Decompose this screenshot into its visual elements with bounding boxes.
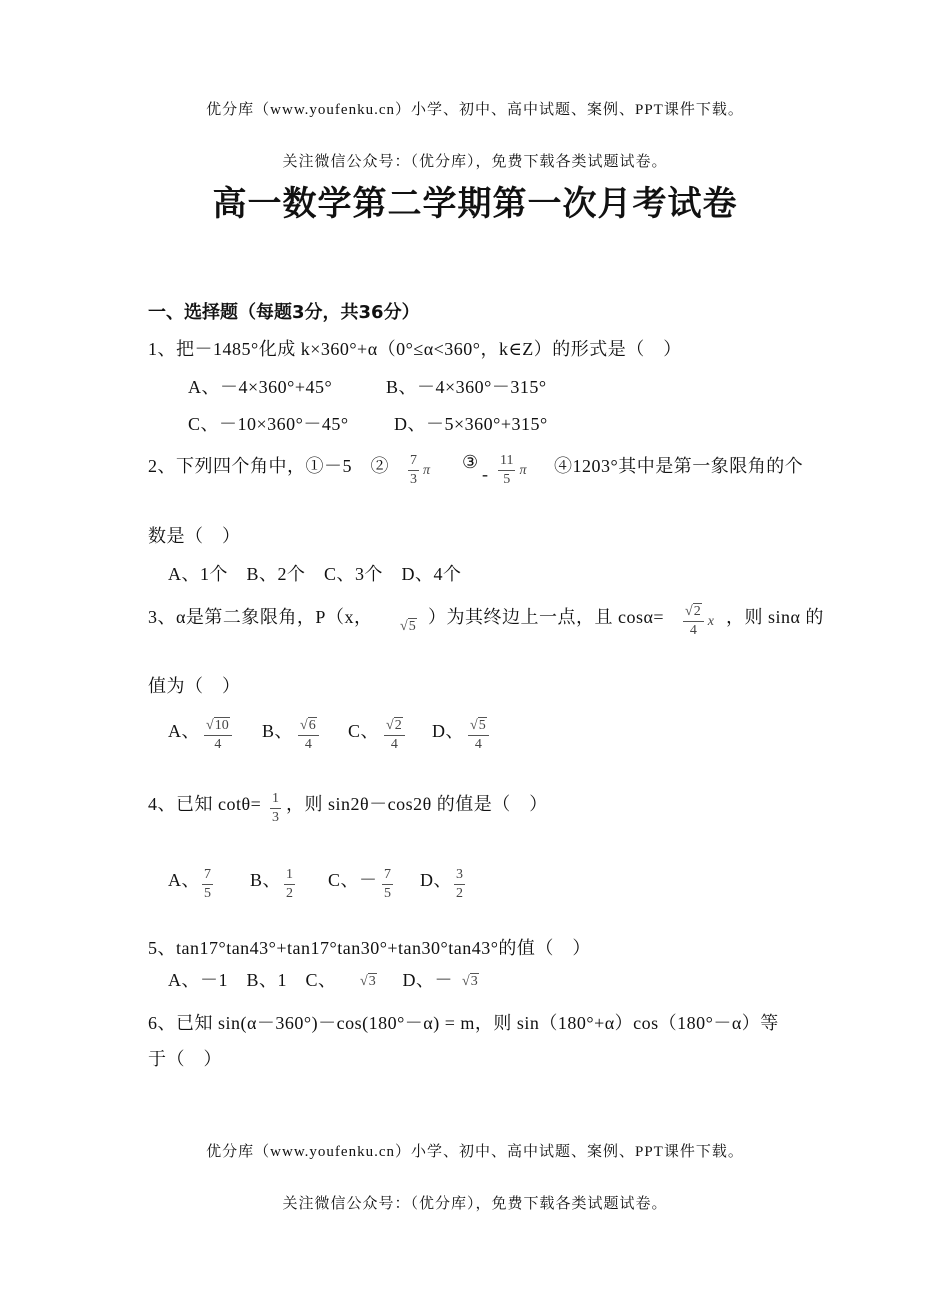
question-1-stem: 1、把－1485°化成 k×360°+α（0°≤α<360°，k∈Z）的形式是（ ） [148,339,682,359]
radicand: 3 [368,974,376,989]
fraction-denominator: 4 [474,737,482,752]
question-5-options: A、－1 B、1 C、 [168,970,337,990]
question-3-part-2: ）为其终边上一点，且 cosα= [428,607,665,627]
question-5-option-d-root: √3 [462,974,478,989]
question-1-option-a: A、－4×360°+45° [188,377,333,397]
question-4-option-c-value [382,866,393,903]
radicand: 10 [214,718,229,733]
fraction-numerator: 7 [382,866,393,885]
question-4-option-c-label: C、－ [328,870,378,890]
question-3-continuation: 值为（ ） [148,676,241,696]
question-6-line-1: 6、已知 sin(α－360°)－cos(180°－α) = m，则 sin（180°+α）cos（180°－α）等 [148,1013,779,1033]
radicand: 3 [470,974,478,989]
question-1-option-b: B、－4×360°－315° [386,377,547,397]
fraction-numerator: 1 [284,866,295,885]
variable-x: x [707,614,714,630]
question-4-fraction [270,790,281,827]
fraction-denominator: 5 [204,886,211,901]
fraction-denominator: 2 [456,886,463,901]
question-3-option-a-label: A、 [168,721,200,741]
question-2-minus: - [482,464,489,484]
question-4-option-a-value [202,866,213,903]
question-3-cos-fraction: $\frac{√2}{4}$ x [685,604,714,638]
question-2-fraction-1 [408,452,430,489]
question-3-option-c-value: $\frac{√2}{4}$ [384,717,405,754]
section-heading: 一、选择题（每题3分，共36分） [148,302,420,323]
fraction-denominator: 4 [214,737,222,752]
footer-line-1: 优分库（www.youfenku.cn）小学、初中、高中试题、案例、PPT课件下载。 [206,1144,744,1160]
fraction-denominator: 3 [272,810,279,825]
question-3-root: √5 [400,619,416,634]
question-2-part-3: ④1203°其中是第一象限角的个 [554,456,804,476]
pi-symbol: π [423,463,431,479]
fraction-numerator: 7 [202,866,213,885]
fraction-numerator: 1 [270,790,281,809]
question-4-option-b-label: B、 [250,870,282,890]
question-3-option-a-value: $\frac{√10}{4}$ [204,717,232,754]
question-2-fraction-2 [498,452,527,489]
footer-line-2: 关注微信公众号：（优分库），免费下载各类试题试卷。 [282,1196,668,1212]
question-5-stem: 5、tan17°tan43°+tan17°tan30°+tan30°tan43°的值（ ） [148,938,591,958]
question-3-option-c-label: C、 [348,721,380,741]
fraction-denominator: 5 [503,472,511,487]
fraction-denominator: 4 [304,737,312,752]
fraction-denominator: 2 [286,886,293,901]
question-1-option-d: D、－5×360°+315° [394,414,548,434]
question-3-option-b-value: $\frac{√6}{4}$ [298,717,319,754]
radicand: 5 [408,619,416,634]
question-5-option-d: D、－ [384,970,453,990]
fraction-denominator: 3 [410,472,417,487]
question-4-option-b-value [284,866,295,903]
fraction-denominator: 4 [689,623,697,638]
question-3-part-3: ，则 sinα 的 [726,607,824,627]
question-2-continuation: 数是（ ） [148,526,241,546]
fraction-numerator: 11 [498,452,515,471]
fraction-denominator: 5 [384,886,391,901]
question-4-part-1: 4、已知 cotθ= [148,794,262,814]
fraction-denominator: 4 [390,737,398,752]
question-3-option-d-value: $\frac{√5}{4}$ [468,717,489,754]
fraction-numerator: 7 [408,452,419,471]
question-3-option-b-label: B、 [262,721,294,741]
question-4-option-a-label: A、 [168,870,200,890]
page-title: 高一数学第二学期第一次月考试卷 [212,184,738,224]
question-6-line-2: 于（ ） [148,1049,222,1069]
question-4-option-d-label: D、 [420,870,452,890]
radicand: 5 [478,718,486,733]
question-5-option-c-root: √3 [360,974,376,989]
question-4-part-2: ，则 sin2θ－cos2θ 的值是（ ） [286,794,548,814]
question-2-part-1: 2、下列四个角中，①－5 ② [148,456,389,476]
question-4-option-d-value [454,866,465,903]
question-3-part-1: 3、α是第二象限角，P（x， [148,607,373,627]
radicand: 6 [308,718,316,733]
radicand: 2 [693,604,701,619]
question-2-options: A、1个 B、2个 C、3个 D、4个 [168,564,462,584]
question-2-part-2: ③ [462,452,479,472]
question-3-option-d-label: D、 [432,721,464,741]
question-1-option-c: C、－10×360°－45° [188,414,349,434]
header-line-1: 优分库（www.youfenku.cn）小学、初中、高中试题、案例、PPT课件下载。 [206,102,744,118]
header-line-2: 关注微信公众号：（优分库），免费下载各类试题试卷。 [282,154,668,170]
pi-symbol: π [519,463,527,479]
fraction-numerator: 3 [454,866,465,885]
radicand: 2 [394,718,402,733]
